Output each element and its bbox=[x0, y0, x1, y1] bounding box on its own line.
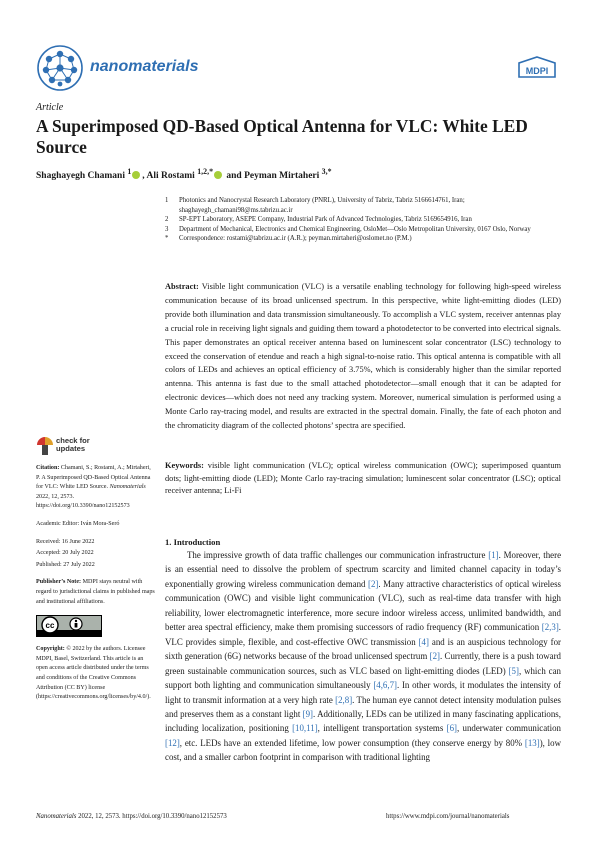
correspondence-text: Correspondence: rostami@tabrizu.ac.ir (A.R.); peyman.mirtaheri@oslomet.no (P.M.) bbox=[179, 235, 412, 243]
footer-journal: Nanomaterials bbox=[36, 813, 77, 820]
keywords-label: Keywords: bbox=[165, 461, 204, 470]
citation-text: Chamani, S.; Rostami, A.; Mirtaheri, P. A Superimposed QD-Based Optical Antenna for VLC: White LED Source. bbox=[36, 465, 151, 491]
introduction-paragraph: The impressive growth of data traffic challenges our communication infrastructure [1]. Moreover, there is an essential need to dissolve the problem of spectrum scarcity and limited channel capacity in today’s exponentially growing wireless communication demand [2]. Many attractive characteristics of optical wireless communication (OWC) and visible light communication (VLC), such as real-time data transfer with high reliability, lower electromagnetic interference, more secure indoor wireless access, unlimited bandwidth, and better area spectral efficiency, make them promising successors of radio frequency (RF) communication [2,3]. VLC provides simple, flexible, and cost-effective OWC transmission [4] and is an auspicious technology for sixth generation (6G) networks because of the broad unlicensed spectrum [2]. Currently, there is a push toward green sustainable communication sources, such as VLC based on light-emitting diodes (LED) [5], which can support both lighting and communication simultaneously [4,6,7]. In other words, it modulates the intensity of light to transmit information at a very high rate [2,8]. The human eye cannot detect intensity modulation pulses and preserves them as a constant light [9]. Additionally, LEDs can be utilized in many fascinating applications, including localization, positioning [10,11], intelligent transportation systems [6], underwater communication [12], etc. LEDs have an extended lifetime, low power consumption (they conserve energy by 80% [13]), low cost, and a smaller carbon footprint in comparison with traditional lighting bbox=[165, 550, 562, 763]
publisher-note-label: Publisher’s Note: bbox=[36, 579, 82, 586]
check-for-updates-icon bbox=[36, 436, 54, 456]
affiliations bbox=[165, 196, 565, 244]
abstract bbox=[165, 280, 561, 433]
reference-link[interactable]: [4] bbox=[418, 636, 429, 647]
copyright-text: © 2022 by the authors. Licensee MDPI, Basel, Switzerland. This article is an open access article distributed under the terms and conditions of the Creative Commons Attribution (CC BY) license (https://creativecommons.org/licenses/by/4.0/). bbox=[36, 646, 151, 701]
article-title: A Superimposed QD-Based Optical Antenna for VLC: White LED Source bbox=[36, 116, 528, 157]
published-date: Published: 27 July 2022 bbox=[36, 561, 95, 568]
author-affiliation-mark: 3, bbox=[321, 167, 328, 176]
reference-link[interactable]: [1] bbox=[488, 550, 499, 560]
affiliation-number: 2 bbox=[165, 216, 169, 224]
affiliation-item bbox=[165, 215, 565, 225]
citation-block bbox=[36, 464, 156, 512]
affiliation-number: 3 bbox=[165, 225, 169, 233]
nanomaterials-logo-icon bbox=[36, 44, 84, 92]
affiliation-text: Department of Mechanical, Electronics and Chemical Engineering, OsloMet—Oslo Metropolitan University, 0167 Oslo, Norway bbox=[179, 225, 531, 233]
section-heading: 1. Introduction bbox=[165, 537, 221, 547]
reference-link[interactable]: [2] bbox=[429, 651, 440, 662]
reference-link[interactable]: [9] bbox=[302, 708, 313, 719]
author-name: Shaghayegh Chamani bbox=[36, 171, 125, 182]
reference-link[interactable]: [10,11] bbox=[292, 723, 318, 734]
author-name: Ali Rostami bbox=[146, 171, 195, 182]
affiliation-item bbox=[165, 196, 565, 215]
citation-label: Citation: bbox=[36, 465, 60, 471]
article-info-sidebar bbox=[36, 464, 156, 711]
reference-link[interactable]: [4,6,7] bbox=[373, 680, 397, 691]
affiliation-text: SP-EPT Laboratory, ASEPE Company, Industrial Park of Advanced Technologies, Tabriz 5169654916, Iran bbox=[179, 216, 472, 224]
keywords-text: visible light communication (VLC); optical wireless communication (OWC); superimposed quantum dots; light-emitting diode (LED); Monte Carlo ray-tracing simulation; luminescent solar concentrator (LSC); optical receiver antenna; Li-Fi bbox=[165, 461, 561, 496]
mdpi-logo-text: MDPI bbox=[525, 66, 549, 76]
reference-link[interactable]: [13] bbox=[524, 737, 540, 748]
abstract-label: Abstract: bbox=[165, 282, 199, 291]
citation-journal: Nanomaterials bbox=[109, 484, 146, 491]
reference-link[interactable]: [2,8] bbox=[335, 694, 353, 705]
abstract-text: Visible light communication (VLC) is a versatile enabling technology for following high-speed wireless communication because of its broad unlicensed spectrum. In this perspective, white light-emitting diodes (LED) provide both illumination and data transmission simultaneously. To accomplish a VLC system, receiver antennas play a crucial role in receiving light signals and guiding them toward a photodetector to be converted into electrical signals. This paper demonstrates an optical receiver antenna based on luminescent solar concentrator (LSC) technology to exceed the conservation of etendue and reach a high signal-to-noise ratio. This optical antenna is compatible with all colors of LEDs and achieves an optical efficiency of 3.75%, which is considerably higher than the similar reported antenna. This antenna is fast due to the small attached photodetector—small enough that it can be adapted for electronic devices—which does not need any tracking system. Moreover, numerical simulation is performed using a Monte Carlo ray-tracing model, and results are extracted in the spectral domain. Finally, the fate of each photon and the chromaticity diagram of the collected photons’ spectra are specified. bbox=[165, 282, 562, 431]
reference-link[interactable]: [5] bbox=[508, 665, 519, 676]
check-for-updates-label: check for updates bbox=[56, 436, 90, 453]
check-for-updates-button[interactable] bbox=[36, 436, 96, 458]
orcid-icon[interactable] bbox=[132, 171, 140, 179]
corresponding-mark: * bbox=[209, 167, 214, 176]
copyright-label: Copyright: bbox=[36, 646, 65, 653]
keywords bbox=[165, 460, 561, 498]
corresponding-mark: * bbox=[327, 167, 332, 176]
footer-citation bbox=[36, 813, 227, 820]
reference-link[interactable]: [12] bbox=[165, 737, 180, 748]
author-separator: and bbox=[224, 171, 245, 182]
affiliation-text: Photonics and Nanocrystal Research Laboratory (PNRL), University of Tabriz, Tabriz 5166614761, Iran; shaghayegh_chamani98@ms.tabrizu.ac.ir bbox=[179, 197, 465, 214]
cc-by-license-icon[interactable] bbox=[36, 615, 102, 637]
reference-link[interactable]: [2] bbox=[368, 578, 379, 589]
mdpi-logo-icon[interactable] bbox=[517, 56, 557, 80]
author-list bbox=[36, 167, 556, 181]
reference-link[interactable]: [2,3] bbox=[541, 622, 559, 633]
orcid-icon[interactable] bbox=[214, 171, 222, 179]
affiliation-number: * bbox=[165, 235, 169, 243]
author-affiliation-mark: 1,2, bbox=[197, 167, 210, 176]
affiliation-number: 1 bbox=[165, 197, 169, 204]
publisher-note-text: MDPI stays neutral with regard to jurisdictional claims in published maps and institutional affiliations. bbox=[36, 579, 155, 605]
footer-journal-url[interactable]: https://www.mdpi.com/journal/nanomaterials bbox=[386, 813, 510, 820]
academic-editor: Academic Editor: Iván Mora-Seró bbox=[36, 520, 120, 527]
publisher-note bbox=[36, 578, 156, 607]
author-affiliation-mark: 1 bbox=[127, 167, 132, 176]
affiliation-item bbox=[165, 225, 565, 235]
journal-name[interactable]: nanomaterials bbox=[90, 58, 199, 75]
accepted-date: Accepted: 20 July 2022 bbox=[36, 550, 94, 557]
article-type: Article bbox=[36, 102, 64, 113]
citation-doi[interactable]: 2022, 12, 2573. https://doi.org/10.3390/nano12152573 bbox=[36, 493, 130, 510]
reference-link[interactable]: [6] bbox=[446, 723, 457, 734]
author-name: Peyman Mirtaheri bbox=[244, 171, 320, 182]
svg-text:cc: cc bbox=[45, 621, 55, 631]
copyright-block bbox=[36, 645, 156, 703]
footer-doi[interactable]: 2022, 12, 2573. https://doi.org/10.3390/nano12152573 bbox=[78, 813, 227, 820]
author-separator: , bbox=[142, 171, 147, 182]
correspondence-item bbox=[165, 234, 565, 244]
received-date: Received: 16 June 2022 bbox=[36, 538, 95, 545]
